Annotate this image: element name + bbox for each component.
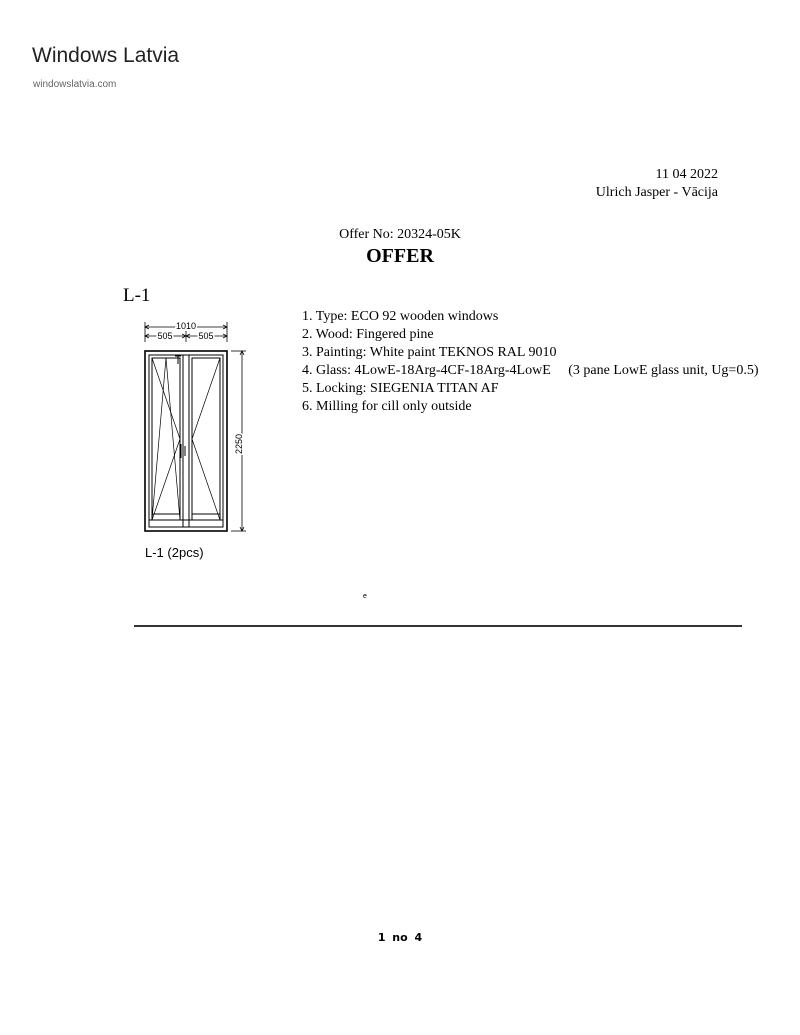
spec-item: 1. Type: ECO 92 wooden windows [302, 309, 499, 324]
company-website: windowslatvia.com [33, 79, 117, 90]
dim-left-sash: 505 [157, 331, 173, 341]
spec-item: 6. Milling for cill only outside [302, 399, 472, 414]
spec-item: 2. Wood: Fingered pine [302, 327, 434, 342]
dim-right-sash: 505 [198, 331, 214, 341]
spec-item: 3. Painting: White paint TEKNOS RAL 9010 [302, 345, 557, 360]
document-title: OFFER [366, 245, 434, 267]
small-mark: e [363, 593, 367, 600]
window-drawing [130, 318, 255, 543]
recipient: Ulrich Jasper - Vācija [595, 185, 718, 200]
spec-item: 4. Glass: 4LowE-18Arg-4CF-18Arg-4LowE (3 pane LowE glass unit, Ug=0.5) [302, 363, 759, 378]
spec-item: 5. Locking: SIEGENIA TITAN AF [302, 381, 499, 396]
dim-height: 2250 [234, 433, 244, 455]
company-name: Windows Latvia [32, 44, 180, 67]
horizontal-divider [134, 625, 742, 627]
item-caption: L-1 (2pcs) [145, 545, 204, 560]
spec-list [302, 308, 772, 416]
page-number: 1 no 4 [377, 931, 423, 944]
offer-date: 11 04 2022 [655, 167, 718, 182]
offer-number: Offer No: 20324-05K [339, 227, 461, 242]
opening-lines [152, 358, 220, 520]
item-label: L-1 [123, 285, 151, 306]
dim-total-width: 1010 [175, 321, 197, 331]
